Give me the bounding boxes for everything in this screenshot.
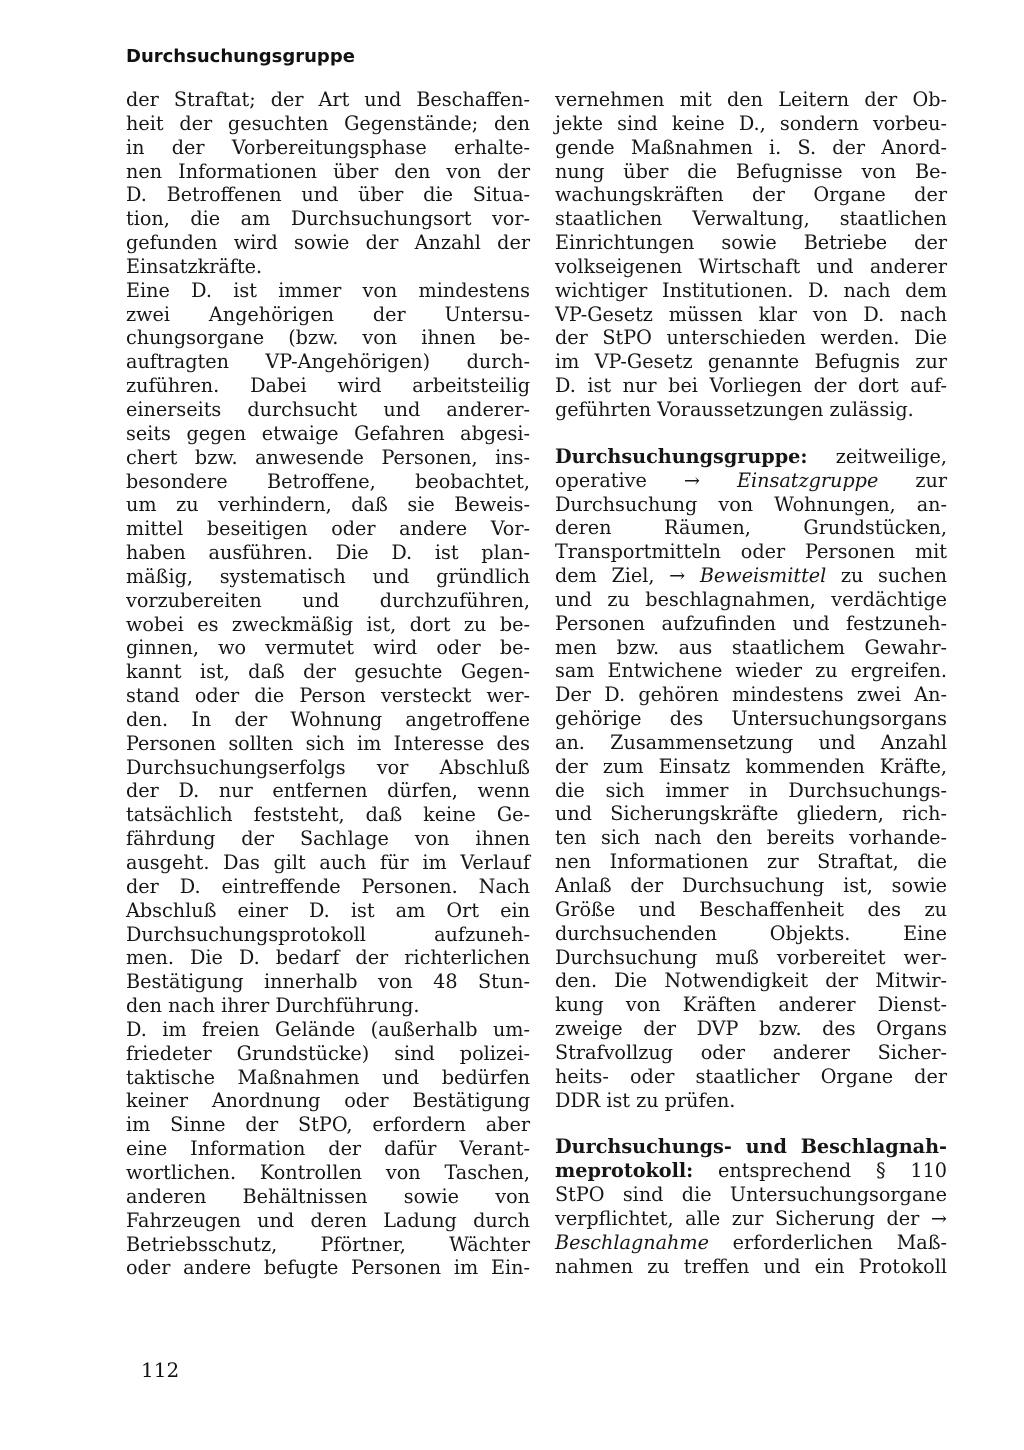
running-head: Durchsuchungsgruppe: [126, 46, 355, 67]
text-line: tion, die am Durchsuchungsort vor-: [126, 207, 530, 231]
text-line: meprotokoll: entsprechend § 110: [555, 1159, 947, 1183]
text-line: Fahrzeugen und deren Ladung durch: [126, 1208, 530, 1232]
text-line: den nach ihrer Durchführung.: [126, 994, 420, 1018]
text-line: kung von Kräften anderer Dienst-: [555, 993, 947, 1017]
text-line: men. Die D. bedarf der richterlichen: [126, 946, 530, 970]
text-line: D. im freien Gelände (außerhalb um-: [126, 1017, 530, 1041]
text-line: vernehmen mit den Leitern der Ob-: [555, 88, 947, 111]
cross-reference-einsatzgruppe[interactable]: Einsatzgruppe: [736, 468, 879, 492]
text-line: keiner Anordnung oder Bestätigung: [126, 1089, 530, 1113]
cross-reference-beweismittel[interactable]: Beweismittel: [699, 564, 827, 588]
text-line: den. Die Notwendigkeit der Mitwir-: [555, 969, 947, 993]
text-line: fährdung der Sachlage von ihnen: [126, 827, 530, 851]
text-line: zweige der DVP bzw. des Organs: [555, 1017, 947, 1041]
text-line: gende Maßnahmen i. S. der Anord-: [555, 135, 947, 159]
text-line: Personen aufzufinden und festzuneh-: [555, 611, 947, 635]
text-line: den. In der Wohnung angetroffene: [126, 707, 530, 731]
text-line: ten sich nach den bereits vorhande-: [555, 826, 947, 850]
text-line: der Straftat; der Art und Beschaffen-: [126, 88, 530, 111]
text-line: nen Informationen über den von der: [126, 159, 530, 183]
text-line: stand oder die Person versteckt wer-: [126, 684, 530, 708]
text-line: friedeter Grundstücke) sind polizei-: [126, 1041, 530, 1065]
text-line: durchsuchenden Objekts. Eine: [555, 921, 947, 945]
text-line: chungsorgane (bzw. von ihnen be-: [126, 326, 530, 350]
text-line: men bzw. aus staatlichem Gewahr-: [555, 635, 947, 659]
text-line: kannt ist, daß der gesuchte Gegen-: [126, 660, 530, 684]
text-line: Beschlagnahme erforderlichen Maß-: [555, 1230, 947, 1254]
text-line: wichtiger Institutionen. D. nach dem: [555, 278, 947, 302]
text-line: ginnen, wo vermutet wird oder be-: [126, 636, 530, 660]
text-line: operative → Einsatzgruppe zur: [555, 468, 947, 492]
text-line: im Sinne der StPO, erfordern aber: [126, 1113, 530, 1137]
text-line: mittel beseitigen oder andere Vor-: [126, 517, 530, 541]
text-line: geführten Voraussetzungen zulässig.: [555, 397, 914, 421]
text-line: die sich immer in Durchsuchungs-: [555, 778, 947, 802]
text-line: an. Zusammensetzung und Anzahl: [555, 730, 947, 754]
text-line: anderen Behältnissen sowie von: [126, 1184, 530, 1208]
text-line: taktische Maßnahmen und bedürfen: [126, 1065, 530, 1089]
text-line: in der Vorbereitungsphase erhalte-: [126, 135, 530, 159]
text-line: Betriebsschutz, Pförtner, Wächter: [126, 1232, 530, 1256]
text-line: nen Informationen zur Straftat, die: [555, 850, 947, 874]
text-line: Durchsuchungsprotokoll aufzuneh-: [126, 922, 530, 946]
text-line: gehörige des Untersuchungsorgans: [555, 707, 947, 731]
text-line: DDR ist zu prüfen.: [555, 1088, 736, 1112]
text-line: heits- oder staatlicher Organe der: [555, 1064, 947, 1088]
text-line: nung über die Befugnisse von Be-: [555, 159, 947, 183]
text-line: jekte sind keine D., sondern vorbeu-: [555, 111, 947, 135]
text-line: zwei Angehörigen der Untersu-: [126, 302, 530, 326]
entry-term: Durchsuchungs- und Beschlagnah-: [555, 1135, 947, 1159]
text-line: zuführen. Dabei wird arbeitsteilig: [126, 374, 530, 398]
text-line: vorzubereiten und durchzuführen,: [126, 588, 530, 612]
text-line: der D. nur entfernen dürfen, wenn: [126, 779, 530, 803]
text-line: Abschluß einer D. ist am Ort ein: [126, 898, 530, 922]
text-line: heit der gesuchten Gegenstände; den: [126, 111, 530, 135]
text-line: Bestätigung innerhalb von 48 Stun-: [126, 970, 530, 994]
text-line: Einsatzkräfte.: [126, 254, 263, 278]
text-line: einerseits durchsucht und anderer-: [126, 397, 530, 421]
text-line: Einrichtungen sowie Betriebe der: [555, 231, 947, 255]
entry-term: Durchsuchungsgruppe:: [555, 444, 808, 468]
right-column: [555, 88, 947, 1279]
text-line: wobei es zweckmäßig ist, dort zu be-: [126, 612, 530, 636]
text-line: dem Ziel, → Beweismittel zu suchen: [555, 564, 947, 588]
text-line: Größe und Beschaffenheit des zu: [555, 897, 947, 921]
text-line: gefunden wird sowie der Anzahl der: [126, 231, 530, 255]
text-line: auftragten VP-Angehörigen) durch-: [126, 350, 530, 374]
text-line: oder andere befugte Personen im Ein-: [126, 1256, 530, 1280]
entry-protokoll-term-line: [555, 1135, 947, 1159]
text-line: chert bzw. anwesende Personen, ins-: [126, 445, 530, 469]
text-line: der zum Einsatz kommenden Kräfte,: [555, 754, 947, 778]
text-line: Durchsuchung von Wohnungen, an-: [555, 492, 947, 516]
text-line: ausgeht. Das gilt auch für im Verlauf: [126, 851, 530, 874]
text-line: Personen sollten sich im Interesse des: [126, 731, 530, 755]
text-line: und Sicherungskräfte gliedern, rich-: [555, 802, 947, 826]
text-line: um zu verhindern, daß sie Beweis-: [126, 493, 530, 517]
text-line: der D. eintreffende Personen. Nach: [126, 874, 530, 898]
cross-reference-beschlagnahme[interactable]: Beschlagnahme: [555, 1230, 709, 1254]
text-line: deren Räumen, Grundstücken,: [555, 516, 947, 540]
text-line: D. ist nur bei Vorliegen der dort auf-: [555, 374, 947, 398]
text-line: und zu beschlagnahmen, verdächtige: [555, 587, 947, 611]
text-line: staatlichen Verwaltung, staatlichen: [555, 207, 947, 231]
text-line: D. Betroffenen und über die Situa-: [126, 183, 530, 207]
text-line: seits gegen etwaige Gefahren abgesi-: [126, 421, 530, 445]
page-number: 112: [141, 1358, 180, 1382]
entry-term: meprotokoll:: [555, 1159, 694, 1183]
text-line: Transportmitteln oder Personen mit: [555, 540, 947, 564]
text-line: verpflichtet, alle zur Sicherung der →: [555, 1206, 947, 1230]
text-line: im VP-Gesetz genannte Befugnis zur: [555, 350, 947, 374]
text-line: tatsächlich feststeht, daß keine Ge-: [126, 803, 530, 827]
text-line: Eine D. ist immer von mindestens: [126, 278, 530, 302]
text-line: Anlaß der Durchsuchung ist, sowie: [555, 874, 947, 897]
entry-durchsuchungsgruppe-line: Durchsuchungsgruppe: zeitweilige,: [555, 444, 947, 468]
text-line: besondere Betroffene, beobachtet,: [126, 469, 530, 493]
text-line: eine Information der dafür Verant-: [126, 1137, 530, 1161]
text-line: wachungskräften der Organe der: [555, 183, 947, 207]
text-line: sam Entwichene wieder zu ergreifen.: [555, 659, 947, 683]
text-line: Durchsuchungserfolgs vor Abschluß: [126, 755, 530, 779]
text-line: mäßig, systematisch und gründlich: [126, 564, 530, 588]
text-line: der StPO unterschieden werden. Die: [555, 326, 947, 350]
text-line: VP-Gesetz müssen klar von D. nach: [555, 302, 947, 326]
text-line: StPO sind die Untersuchungsorgane: [555, 1183, 947, 1207]
text-line: volkseigenen Wirtschaft und anderer: [555, 254, 947, 278]
text-line: nahmen zu treffen und ein Protokoll: [555, 1254, 947, 1278]
text-line: Durchsuchung muß vorbereitet wer-: [555, 945, 947, 969]
text-line: Der D. gehören mindestens zwei An-: [555, 683, 947, 707]
left-column: [126, 88, 530, 1280]
text-line: haben ausführen. Die D. ist plan-: [126, 541, 530, 565]
text-line: Strafvollzug oder anderer Sicher-: [555, 1040, 947, 1064]
text-line: wortlichen. Kontrollen von Taschen,: [126, 1160, 530, 1184]
